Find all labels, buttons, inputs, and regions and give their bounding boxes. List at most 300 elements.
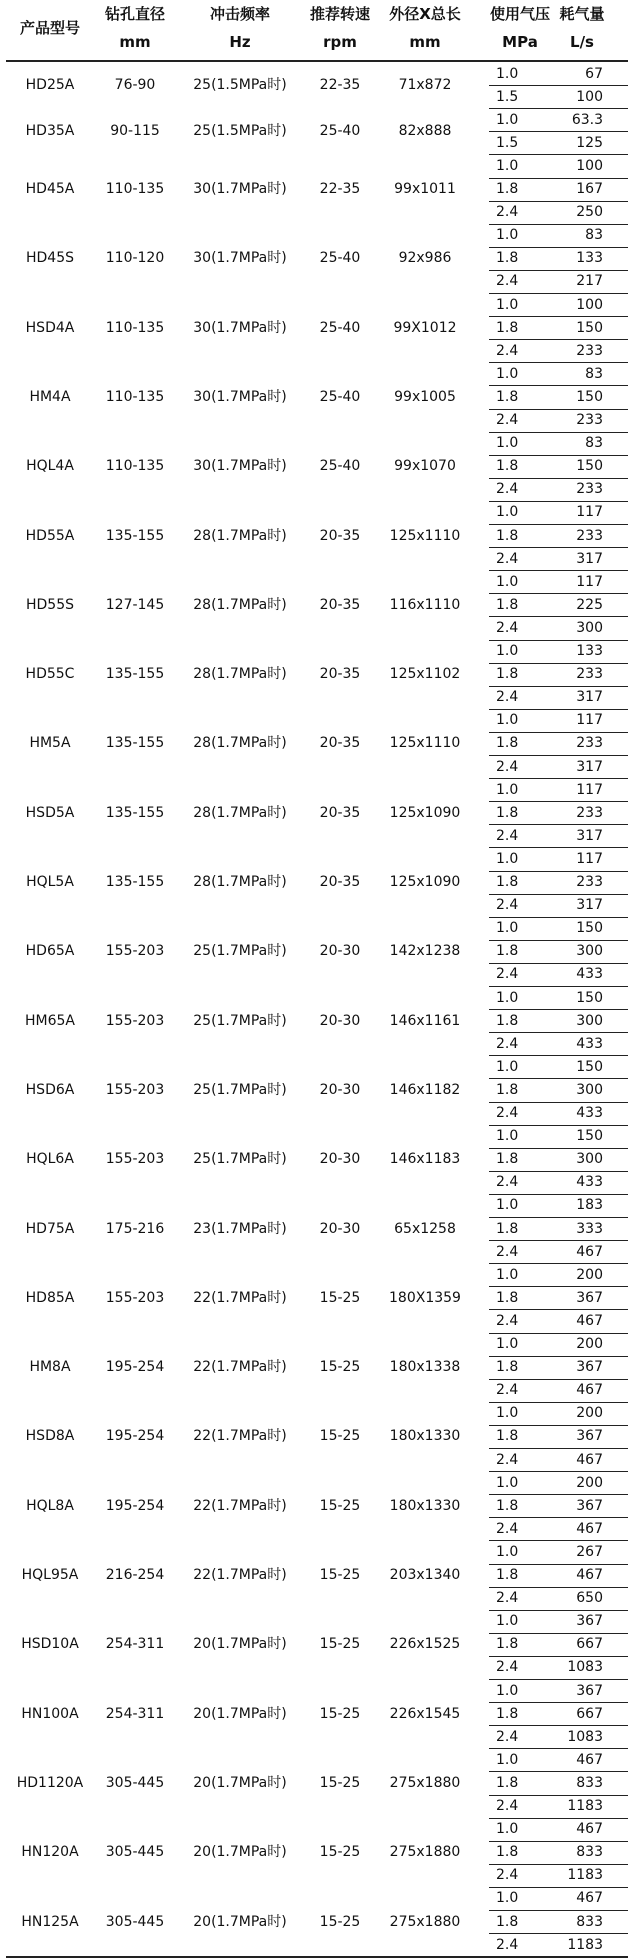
air-consumption-cell: 300 [576, 1151, 603, 1168]
pressure-cell: 2.4 [496, 1105, 519, 1121]
pressure-cell: 1.8 [496, 1012, 519, 1029]
pressure-cell: 1.8 [496, 1705, 519, 1722]
header-col-size-line1: 外径X总长 [389, 5, 461, 23]
model-cell: HSD5A [25, 804, 75, 821]
air-consumption-cell: 83 [585, 365, 603, 382]
air-consumption-cell: 833 [576, 1913, 603, 1930]
air-consumption-cell: 200 [576, 1474, 603, 1491]
size-cell: 92x986 [398, 250, 452, 267]
speed-cell: 15-25 [319, 1567, 361, 1584]
model-cell: HM5A [29, 735, 71, 752]
speed-cell: 20-30 [319, 1012, 361, 1029]
frequency-cell: 28(1.7MPa时) [193, 527, 287, 544]
model-cell: HD55A [25, 527, 75, 544]
air-consumption-cell: 667 [576, 1636, 603, 1653]
air-consumption-cell: 467 [576, 1243, 603, 1260]
air-consumption-cell: 100 [576, 88, 603, 105]
air-consumption-cell: 63.3 [571, 111, 603, 128]
speed-cell: 20-35 [319, 596, 361, 613]
pressure-cell: 1.0 [496, 850, 519, 867]
size-cell: 180x1330 [389, 1497, 461, 1514]
pressure-cell: 2.4 [496, 1659, 519, 1676]
bore-cell: 110-135 [105, 319, 165, 336]
air-consumption-cell: 433 [576, 1035, 603, 1052]
air-consumption-cell: 367 [576, 1497, 603, 1514]
model-cell: HD35A [25, 123, 75, 140]
model-cell: HN100A [21, 1705, 79, 1722]
pressure-cell: 1.8 [496, 1497, 519, 1514]
model-cell: HD65A [25, 943, 75, 960]
air-consumption-cell: 467 [576, 1451, 603, 1468]
bore-cell: 305-445 [105, 1913, 165, 1930]
pressure-cell: 1.8 [496, 804, 519, 821]
air-consumption-cell: 200 [576, 1405, 603, 1422]
speed-cell: 15-25 [319, 1428, 361, 1445]
pressure-cell: 2.4 [496, 342, 519, 359]
pressure-cell: 1.0 [496, 1197, 519, 1214]
pressure-cell: 1.8 [496, 874, 519, 890]
header-col-size-unit: mm [409, 33, 441, 51]
air-consumption-cell: 117 [576, 850, 603, 867]
speed-cell: 15-25 [319, 1913, 361, 1930]
pressure-cell: 1.0 [496, 1405, 519, 1422]
bore-cell: 135-155 [105, 735, 165, 752]
model-cell: HM8A [29, 1359, 71, 1376]
air-consumption-cell: 1183 [567, 1798, 603, 1814]
bore-cell: 127-145 [105, 596, 165, 613]
speed-cell: 15-25 [319, 1636, 361, 1653]
size-cell: 125x1090 [389, 804, 461, 821]
speed-cell: 25-40 [319, 250, 361, 267]
pressure-cell: 2.4 [496, 1035, 519, 1052]
size-cell: 180x1338 [389, 1359, 461, 1376]
air-consumption-cell: 367 [576, 1428, 603, 1445]
air-consumption-cell: 1083 [567, 1659, 603, 1676]
air-consumption-cell: 433 [576, 966, 603, 983]
air-consumption-cell: 300 [576, 619, 603, 636]
air-consumption-cell: 317 [576, 827, 603, 844]
frequency-cell: 30(1.7MPa时) [193, 250, 287, 267]
size-cell: 142x1238 [389, 943, 461, 960]
air-consumption-cell: 650 [576, 1590, 603, 1607]
frequency-cell: 25(1.7MPa时) [193, 1081, 287, 1098]
frequency-cell: 28(1.7MPa时) [193, 666, 287, 683]
pressure-cell: 1.0 [496, 712, 519, 729]
size-cell: 203x1340 [389, 1567, 461, 1584]
speed-cell: 20-30 [319, 1220, 361, 1237]
bore-cell: 110-135 [105, 388, 165, 405]
pressure-cell: 2.4 [496, 481, 519, 498]
speed-cell: 25-40 [319, 388, 361, 405]
air-consumption-cell: 833 [576, 1774, 603, 1791]
speed-cell: 22-35 [319, 77, 361, 94]
bore-cell: 254-311 [105, 1636, 165, 1653]
pressure-cell: 1.0 [496, 111, 519, 128]
pressure-cell: 1.8 [496, 250, 519, 267]
bore-cell: 155-203 [105, 1012, 165, 1029]
air-consumption-cell: 467 [576, 1520, 603, 1537]
pressure-cell: 2.4 [496, 1590, 519, 1607]
model-cell: HM4A [29, 388, 71, 405]
header-col-rpm-line1: 推荐转速 [309, 5, 370, 23]
frequency-cell: 28(1.7MPa时) [193, 596, 287, 613]
speed-cell: 15-25 [319, 1359, 361, 1376]
pressure-cell: 2.4 [496, 1798, 519, 1814]
frequency-cell: 28(1.7MPa时) [193, 804, 287, 821]
air-consumption-cell: 467 [576, 1890, 603, 1907]
pressure-cell: 1.8 [496, 458, 519, 475]
pressure-cell: 1.8 [496, 181, 519, 197]
bore-cell: 110-135 [105, 181, 165, 198]
air-consumption-cell: 150 [576, 1058, 603, 1075]
size-cell: 125x1102 [389, 666, 461, 683]
size-cell: 226x1525 [389, 1636, 461, 1653]
pressure-cell: 1.0 [496, 1890, 519, 1907]
size-cell: 65x1258 [394, 1220, 456, 1237]
air-consumption-cell: 233 [576, 342, 603, 359]
model-cell: HQL6A [26, 1151, 74, 1168]
air-consumption-cell: 250 [576, 204, 603, 221]
pressure-cell: 2.4 [496, 1382, 519, 1399]
frequency-cell: 25(1.7MPa时) [193, 943, 287, 960]
size-cell: 99x1070 [394, 458, 456, 475]
pressure-cell: 2.4 [496, 412, 519, 428]
pressure-cell: 1.0 [496, 157, 519, 174]
air-consumption-cell: 233 [576, 527, 603, 544]
model-cell: HSD4A [25, 319, 75, 336]
air-consumption-cell: 125 [576, 134, 603, 151]
frequency-cell: 30(1.7MPa时) [193, 388, 287, 405]
speed-cell: 15-25 [319, 1774, 361, 1791]
air-consumption-cell: 233 [576, 874, 603, 890]
frequency-cell: 30(1.7MPa时) [193, 458, 287, 475]
pressure-cell: 1.8 [496, 1151, 519, 1168]
model-cell: HD45S [25, 250, 74, 267]
pressure-cell: 1.0 [496, 504, 519, 521]
air-consumption-cell: 83 [585, 435, 603, 452]
model-cell: HD55S [25, 596, 74, 613]
air-consumption-cell: 225 [576, 596, 603, 613]
size-cell: 146x1183 [389, 1151, 461, 1168]
pressure-cell: 1.0 [496, 65, 519, 82]
air-consumption-cell: 300 [576, 943, 603, 960]
air-consumption-cell: 133 [576, 250, 603, 267]
air-consumption-cell: 433 [576, 1174, 603, 1191]
size-cell: 275x1880 [389, 1913, 461, 1930]
frequency-cell: 20(1.7MPa时) [193, 1844, 287, 1861]
pressure-cell: 1.0 [496, 643, 519, 659]
speed-cell: 20-30 [319, 1151, 361, 1168]
speed-cell: 25-40 [319, 123, 361, 140]
pressure-cell: 1.0 [496, 1266, 519, 1283]
pressure-cell: 1.0 [496, 296, 519, 313]
speed-cell: 15-25 [319, 1844, 361, 1861]
model-cell: HQL95A [21, 1567, 79, 1584]
pressure-cell: 1.8 [496, 527, 519, 544]
air-consumption-cell: 300 [576, 1081, 603, 1098]
header-col-rpm-unit: rpm [323, 33, 357, 51]
air-consumption-cell: 233 [576, 666, 603, 683]
frequency-cell: 25(1.5MPa时) [193, 123, 287, 140]
air-consumption-cell: 150 [576, 1128, 603, 1145]
pressure-cell: 2.4 [496, 1520, 519, 1537]
size-cell: 71x872 [398, 77, 452, 94]
bore-cell: 90-115 [110, 123, 160, 140]
size-cell: 180x1330 [389, 1428, 461, 1445]
pressure-cell: 1.8 [496, 1289, 519, 1306]
pressure-cell: 2.4 [496, 1867, 519, 1884]
air-consumption-cell: 233 [576, 804, 603, 821]
header-col-bore-unit: mm [119, 33, 151, 51]
pressure-cell: 2.4 [496, 273, 519, 290]
size-cell: 125x1110 [389, 735, 461, 752]
speed-cell: 15-25 [319, 1497, 361, 1514]
air-consumption-cell: 367 [576, 1682, 603, 1699]
air-consumption-cell: 467 [576, 1821, 603, 1838]
model-cell: HD75A [25, 1220, 75, 1237]
frequency-cell: 22(1.7MPa时) [193, 1428, 287, 1445]
size-cell: 116x1110 [389, 596, 461, 613]
air-consumption-cell: 233 [576, 481, 603, 498]
air-consumption-cell: 133 [576, 643, 603, 659]
air-consumption-cell: 333 [576, 1220, 603, 1237]
model-cell: HSD6A [25, 1081, 75, 1098]
pressure-cell: 1.0 [496, 781, 519, 798]
air-consumption-cell: 267 [576, 1543, 603, 1560]
bore-cell: 135-155 [105, 527, 165, 544]
bore-cell: 195-254 [105, 1497, 165, 1514]
speed-cell: 20-35 [319, 874, 361, 891]
air-consumption-cell: 83 [585, 227, 603, 244]
frequency-cell: 22(1.7MPa时) [193, 1359, 287, 1376]
air-consumption-cell: 150 [576, 920, 603, 937]
speed-cell: 20-35 [319, 735, 361, 752]
air-consumption-cell: 100 [576, 157, 603, 174]
size-cell: 99x1011 [394, 181, 456, 198]
model-cell: HQL8A [26, 1497, 74, 1514]
air-consumption-cell: 667 [576, 1705, 603, 1722]
size-cell: 99X1012 [393, 319, 457, 336]
model-cell: HD55C [25, 666, 75, 683]
pressure-cell: 1.8 [496, 1844, 519, 1861]
pressure-cell: 1.0 [496, 1128, 519, 1145]
air-consumption-cell: 367 [576, 1359, 603, 1376]
pressure-cell: 1.8 [496, 1220, 519, 1237]
air-consumption-cell: 367 [576, 1289, 603, 1306]
bore-cell: 110-120 [105, 250, 165, 267]
air-consumption-cell: 117 [576, 712, 603, 729]
air-consumption-cell: 467 [576, 1312, 603, 1329]
pressure-cell: 2.4 [496, 1174, 519, 1191]
air-consumption-cell: 467 [576, 1567, 603, 1583]
air-consumption-cell: 1083 [567, 1728, 603, 1745]
speed-cell: 25-40 [319, 319, 361, 336]
air-consumption-cell: 117 [576, 781, 603, 798]
frequency-cell: 20(1.7MPa时) [193, 1705, 287, 1722]
pressure-cell: 2.4 [496, 966, 519, 983]
pressure-cell: 1.8 [496, 1359, 519, 1376]
bore-cell: 305-445 [105, 1844, 165, 1861]
air-consumption-cell: 317 [576, 897, 603, 914]
pressure-cell: 1.0 [496, 1543, 519, 1560]
model-cell: HN125A [21, 1913, 79, 1930]
bore-cell: 305-445 [105, 1774, 165, 1791]
speed-cell: 20-30 [319, 1081, 361, 1098]
pressure-cell: 2.4 [496, 619, 519, 636]
model-cell: HD45A [25, 181, 75, 198]
frequency-cell: 20(1.7MPa时) [193, 1636, 287, 1653]
air-consumption-cell: 367 [576, 1613, 603, 1630]
air-consumption-cell: 317 [576, 689, 603, 706]
frequency-cell: 22(1.7MPa时) [193, 1497, 287, 1514]
model-cell: HSD8A [25, 1428, 75, 1445]
air-consumption-cell: 167 [576, 181, 603, 197]
header-col-air-line1: 耗气量 [559, 5, 605, 23]
model-cell: HM65A [25, 1012, 75, 1029]
pressure-cell: 1.8 [496, 319, 519, 336]
pressure-cell: 1.0 [496, 227, 519, 244]
model-cell: HN120A [21, 1844, 79, 1861]
bore-cell: 76-90 [114, 77, 156, 94]
pressure-cell: 1.5 [496, 88, 519, 105]
frequency-cell: 30(1.7MPa时) [193, 181, 287, 198]
speed-cell: 25-40 [319, 458, 361, 475]
bore-cell: 216-254 [105, 1567, 165, 1584]
pressure-cell: 1.0 [496, 1613, 519, 1630]
air-consumption-cell: 300 [576, 1012, 603, 1029]
pressure-cell: 2.4 [496, 758, 519, 775]
pressure-cell: 1.8 [496, 1428, 519, 1445]
pressure-cell: 2.4 [496, 550, 519, 567]
bore-cell: 254-311 [105, 1705, 165, 1722]
bore-cell: 110-135 [105, 458, 165, 475]
speed-cell: 22-35 [319, 181, 361, 198]
pressure-cell: 1.0 [496, 1474, 519, 1491]
frequency-cell: 22(1.7MPa时) [193, 1567, 287, 1584]
header-col-freq-unit: Hz [229, 33, 251, 51]
bore-cell: 135-155 [105, 874, 165, 891]
speed-cell: 15-25 [319, 1289, 361, 1306]
pressure-cell: 2.4 [496, 897, 519, 914]
frequency-cell: 30(1.7MPa时) [193, 319, 287, 336]
frequency-cell: 28(1.7MPa时) [193, 874, 287, 891]
pressure-cell: 1.8 [496, 388, 519, 405]
air-consumption-cell: 100 [576, 296, 603, 313]
pressure-cell: 1.0 [496, 573, 519, 590]
pressure-cell: 1.8 [496, 1774, 519, 1791]
bore-cell: 155-203 [105, 943, 165, 960]
header-col-pressure-line1: 使用气压 [489, 5, 550, 23]
air-consumption-cell: 433 [576, 1105, 603, 1121]
bore-cell: 135-155 [105, 804, 165, 821]
pressure-cell: 2.4 [496, 1312, 519, 1329]
header-rule [6, 60, 628, 62]
air-consumption-cell: 833 [576, 1844, 603, 1861]
bore-cell: 195-254 [105, 1359, 165, 1376]
air-consumption-cell: 1183 [567, 1936, 603, 1953]
frequency-cell: 22(1.7MPa时) [193, 1289, 287, 1306]
pressure-cell: 1.8 [496, 596, 519, 613]
air-consumption-cell: 317 [576, 758, 603, 775]
size-cell: 146x1182 [389, 1081, 461, 1098]
air-consumption-cell: 233 [576, 412, 603, 428]
speed-cell: 20-35 [319, 527, 361, 544]
pressure-cell: 1.8 [496, 735, 519, 752]
bore-cell: 155-203 [105, 1289, 165, 1306]
pressure-cell: 2.4 [496, 204, 519, 221]
air-consumption-cell: 117 [576, 504, 603, 521]
air-consumption-cell: 217 [576, 273, 603, 290]
frequency-cell: 20(1.7MPa时) [193, 1774, 287, 1791]
air-consumption-cell: 183 [576, 1197, 603, 1214]
air-consumption-cell: 200 [576, 1336, 603, 1352]
pressure-cell: 1.0 [496, 1682, 519, 1699]
pressure-cell: 1.5 [496, 134, 519, 151]
pressure-cell: 2.4 [496, 1243, 519, 1260]
air-consumption-cell: 233 [576, 735, 603, 752]
pressure-cell: 1.0 [496, 1058, 519, 1075]
pressure-cell: 1.0 [496, 1336, 519, 1352]
pressure-cell: 1.8 [496, 943, 519, 960]
pressure-cell: 2.4 [496, 689, 519, 706]
size-cell: 125x1090 [389, 874, 461, 891]
frequency-cell: 25(1.5MPa时) [193, 77, 287, 94]
size-cell: 82x888 [398, 123, 452, 140]
air-consumption-cell: 150 [576, 319, 603, 336]
speed-cell: 20-35 [319, 804, 361, 821]
air-consumption-cell: 467 [576, 1751, 603, 1768]
frequency-cell: 25(1.7MPa时) [193, 1151, 287, 1168]
air-consumption-cell: 200 [576, 1266, 603, 1283]
pressure-cell: 2.4 [496, 827, 519, 844]
size-cell: 125x1110 [389, 527, 461, 544]
frequency-cell: 23(1.7MPa时) [193, 1220, 287, 1237]
size-cell: 99x1005 [394, 388, 456, 405]
air-consumption-cell: 467 [576, 1382, 603, 1399]
pressure-cell: 1.0 [496, 920, 519, 937]
pressure-cell: 2.4 [496, 1451, 519, 1468]
pressure-cell: 1.0 [496, 365, 519, 382]
pressure-cell: 1.8 [496, 1636, 519, 1653]
bore-cell: 195-254 [105, 1428, 165, 1445]
pressure-cell: 1.8 [496, 666, 519, 683]
air-consumption-cell: 317 [576, 550, 603, 567]
header-col-pressure-unit: MPa [502, 33, 538, 51]
header-col-air-unit: L/s [570, 33, 594, 51]
frequency-cell: 20(1.7MPa时) [193, 1913, 287, 1930]
size-cell: 275x1880 [389, 1774, 461, 1791]
air-consumption-cell: 150 [576, 458, 603, 475]
bore-cell: 135-155 [105, 666, 165, 683]
frequency-cell: 25(1.7MPa时) [193, 1012, 287, 1029]
header-col-model-line1: 产品型号 [19, 19, 80, 37]
size-cell: 275x1880 [389, 1844, 461, 1861]
bore-cell: 175-216 [105, 1220, 165, 1237]
size-cell: 180X1359 [389, 1289, 461, 1306]
pressure-cell: 1.0 [496, 989, 519, 1006]
header-col-freq-line1: 冲击频率 [209, 5, 270, 23]
model-cell: HSD10A [21, 1636, 79, 1653]
speed-cell: 20-30 [319, 943, 361, 960]
model-cell: HD25A [25, 77, 75, 94]
pressure-cell: 1.0 [496, 1821, 519, 1838]
speed-cell: 20-35 [319, 666, 361, 683]
model-cell: HD85A [25, 1289, 75, 1306]
air-consumption-cell: 117 [576, 573, 603, 590]
pressure-cell: 1.0 [496, 1751, 519, 1768]
frequency-cell: 28(1.7MPa时) [193, 735, 287, 752]
pressure-cell: 2.4 [496, 1936, 519, 1953]
